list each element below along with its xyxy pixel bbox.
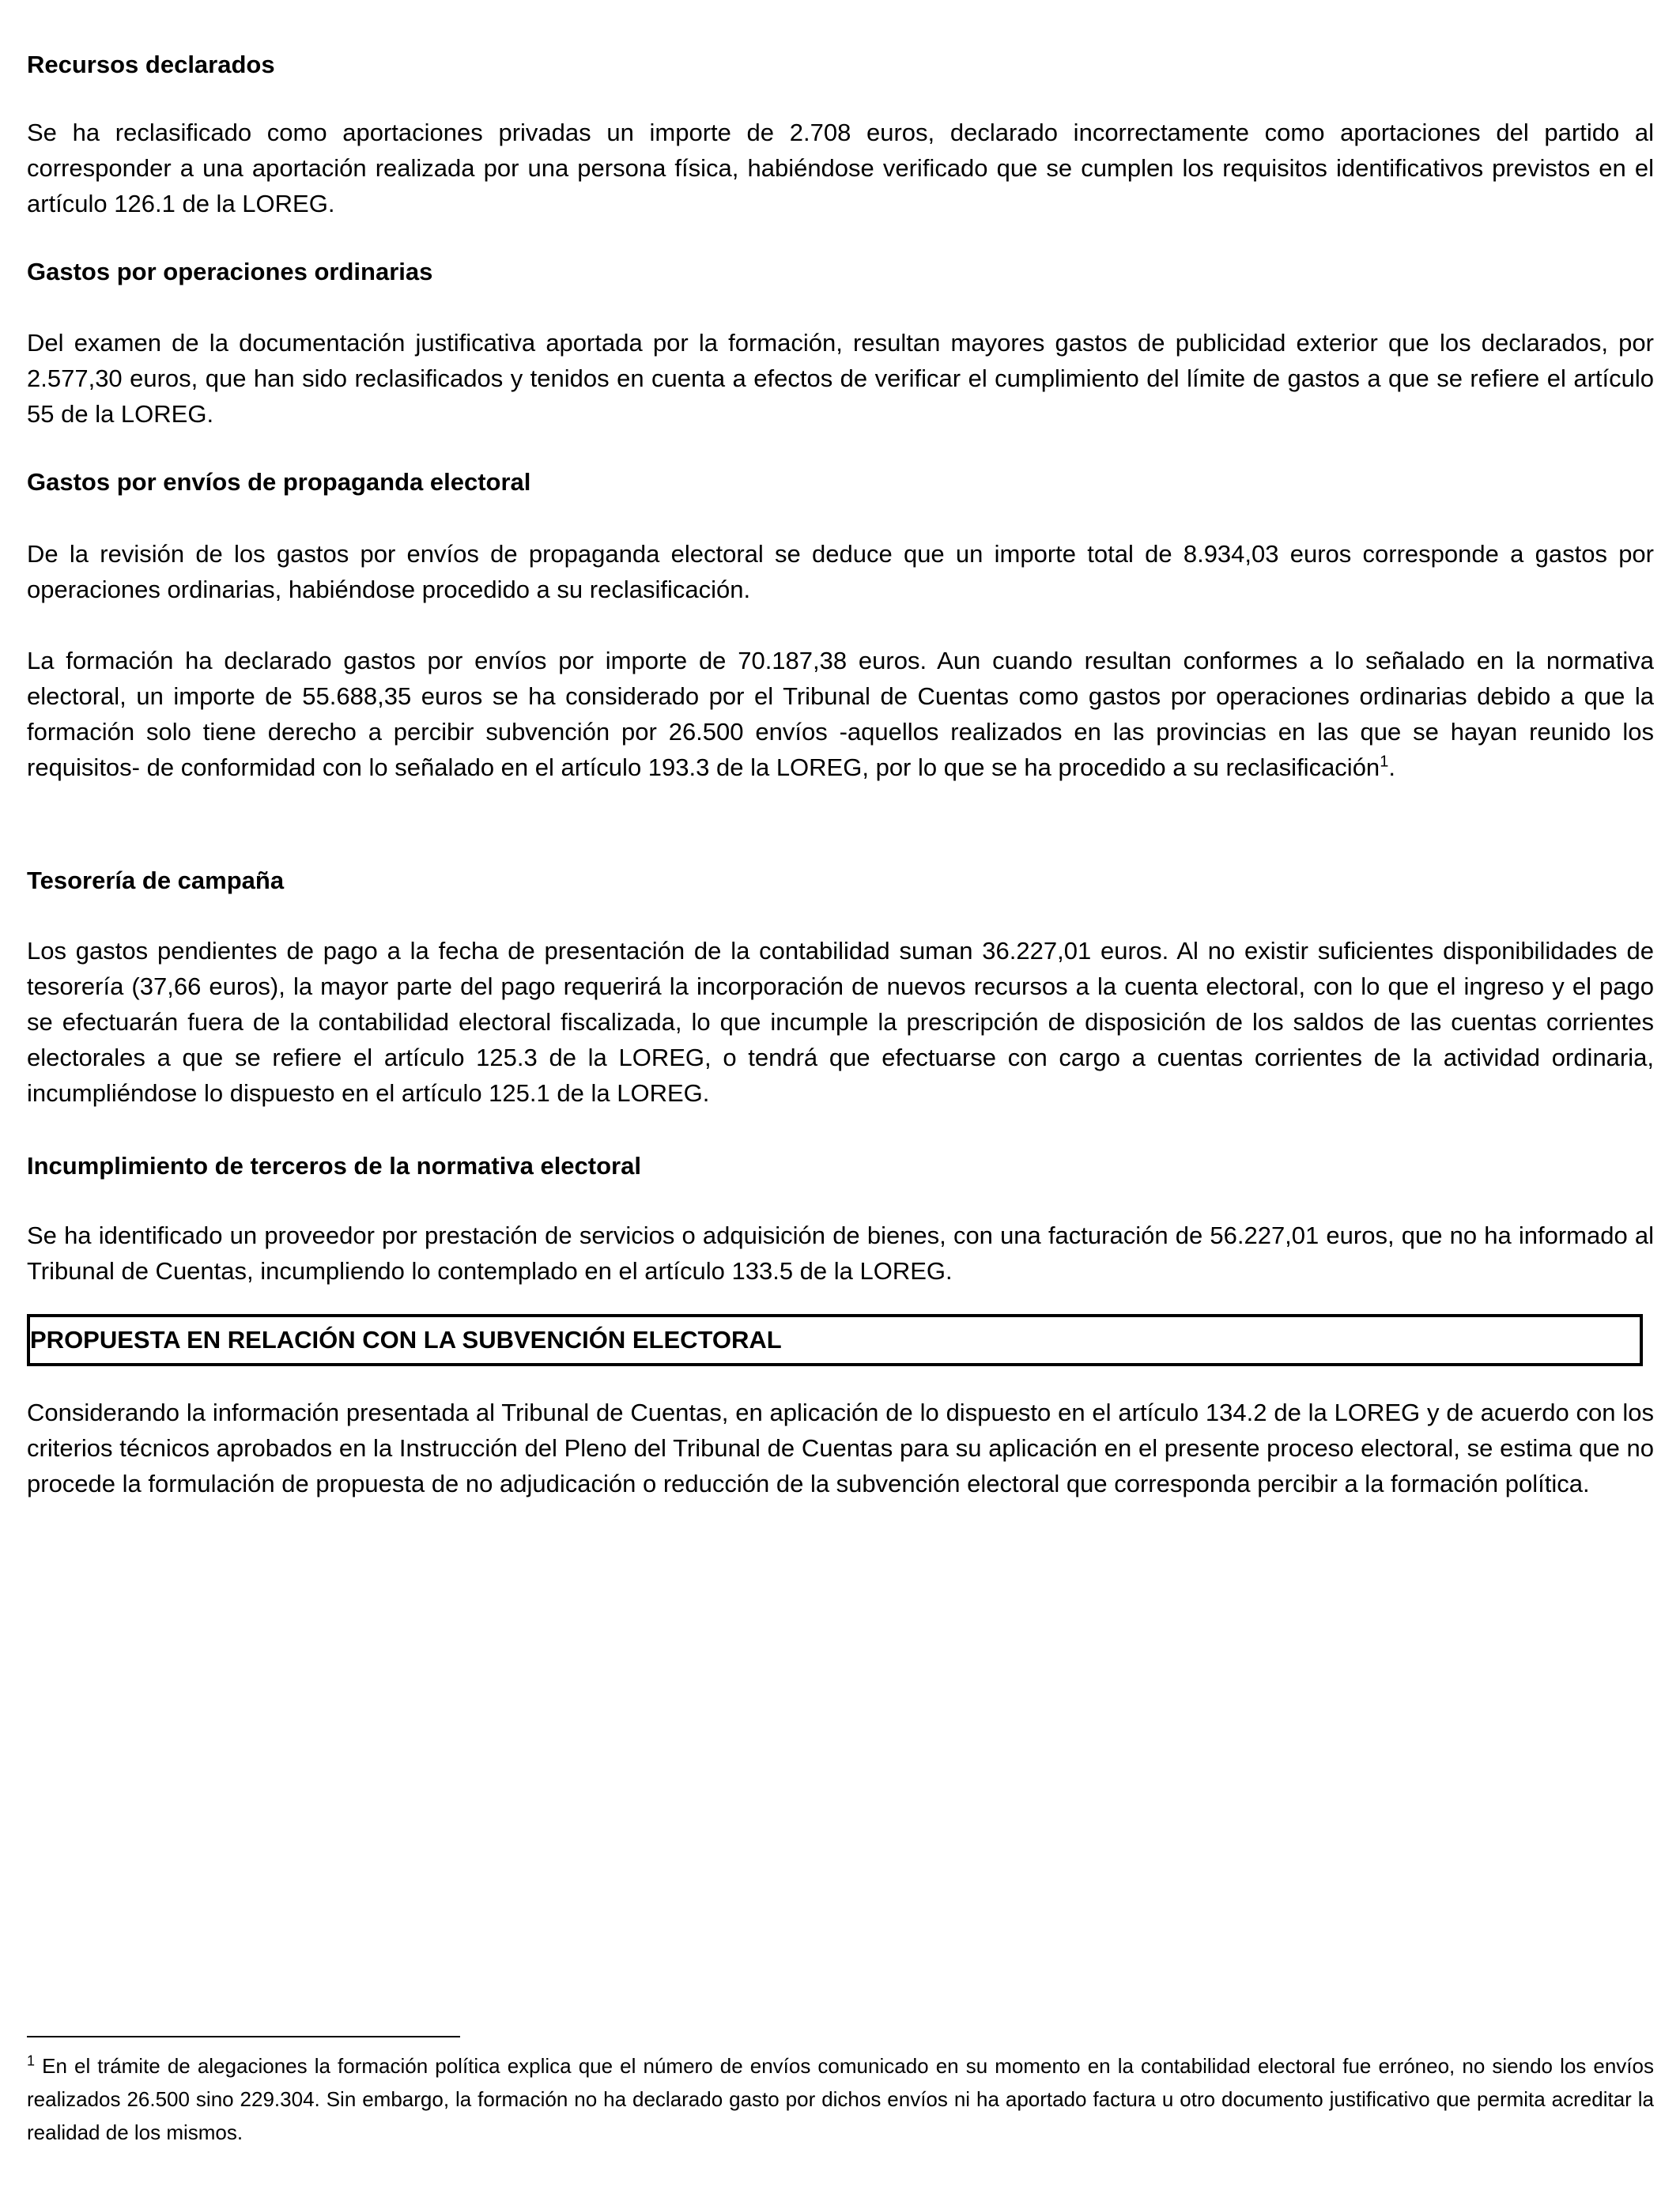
section-heading-recursos-declarados: Recursos declarados [27,51,275,78]
footnote-mark: 1 [27,2052,36,2069]
footnote-separator [27,2036,460,2037]
paragraph-envios-propaganda-2-text: La formación ha declarado gastos por envíos por importe de 70.187,38 euros. Aun cuando resultan conformes a lo señalado en la normativa electoral, un importe de 55.688,35 euros se ha considerado por el Tribunal de Cuentas como gastos por operaciones ordinarias debido a que la formación solo tiene derecho a percibir subvención por 26.500 envíos -aquellos realizados en las provincias en las que se hayan reunido los requisitos- de conformidad con lo señalado en el artículo 193.3 de la LOREG, por lo que se ha procedido a su reclasificación [27,647,1654,781]
footnote-text: En el trámite de alegaciones la formación política explica que el número de envíos comunicado en su momento en la contabilidad electoral fue erróneo, no siendo los envíos realizados 26.500 sino 229.304. Sin embargo, la formación no ha declarado gasto por dichos envíos ni ha aportado factura u otro documento justificativo que permita acreditar la realidad de los mismos. [27,2054,1654,2144]
paragraph-envios-propaganda-2-tail: . [1388,753,1395,781]
proposal-heading-box [27,1314,1643,1366]
section-heading-tesoreria-campana: Tesorería de campaña [27,867,285,894]
section-heading-gastos-operaciones-ordinarias: Gastos por operaciones ordinarias [27,258,433,285]
proposal-heading: PROPUESTA EN RELACIÓN CON LA SUBVENCIÓN ELECTORAL [30,1326,782,1354]
paragraph-tesoreria-campana: Los gastos pendientes de pago a la fecha de presentación de la contabilidad suman 36.227,01 euros. Al no existir suficientes disponibilidades de tesorería (37,66 euros), la mayor parte del pago requerirá la incorporación de nuevos recursos a la cuenta electoral, con lo que el ingreso y el pago se efectuarán fuera de la contabilidad electoral fiscalizada, lo que incumple la prescripción de disposición de los saldos de las cuentas corrientes electorales a que se refiere el artículo 125.3 de la LOREG, o tendrá que efectuarse con cargo a cuentas corrientes de la actividad ordinaria, incumpliéndose lo dispuesto en el artículo 125.1 de la LOREG. [27,937,1654,1107]
footnote [27,2049,1654,2149]
paragraph-recursos-declarados: Se ha reclasificado como aportaciones privadas un importe de 2.708 euros, declarado incorrectamente como aportaciones del partido al corresponder a una aportación realizada por una persona física, habiéndose verificado que se cumplen los requisitos identificativos previstos en el artículo 126.1 de la LOREG. [27,119,1654,217]
paragraph-envios-propaganda-1: De la revisión de los gastos por envíos de propaganda electoral se deduce que un importe total de 8.934,03 euros corresponde a gastos por operaciones ordinarias, habiéndose procedido a su reclasificación. [27,540,1654,603]
paragraph-envios-propaganda-2 [27,643,1654,785]
section-heading-gastos-envios-propaganda: Gastos por envíos de propaganda electoral [27,468,531,496]
paragraph-gastos-operaciones-ordinarias: Del examen de la documentación justificativa aportada por la formación, resultan mayores gastos de publicidad exterior que los declarados, por 2.577,30 euros, que han sido reclasificados y tenidos en cuenta a efectos de verificar el cumplimiento del límite de gastos a que se refiere el artículo 55 de la LOREG. [27,329,1654,428]
section-heading-incumplimiento-terceros: Incumplimiento de terceros de la normativa electoral [27,1152,641,1180]
paragraph-incumplimiento-terceros: Se ha identificado un proveedor por prestación de servicios o adquisición de bienes, con una facturación de 56.227,01 euros, que no ha informado al Tribunal de Cuentas, incumpliendo lo contemplado en el artículo 133.5 de la LOREG. [27,1222,1654,1285]
proposal-paragraph: Considerando la información presentada al Tribunal de Cuentas, en aplicación de lo dispuesto en el artículo 134.2 de la LOREG y de acuerdo con los criterios técnicos aprobados en la Instrucción del Pleno del Tribunal de Cuentas para su aplicación en el presente proceso electoral, se estima que no procede la formulación de propuesta de no adjudicación o reducción de la subvención electoral que corresponda percibir a la formación política. [27,1399,1654,1497]
footnote-reference: 1 [1380,753,1389,771]
